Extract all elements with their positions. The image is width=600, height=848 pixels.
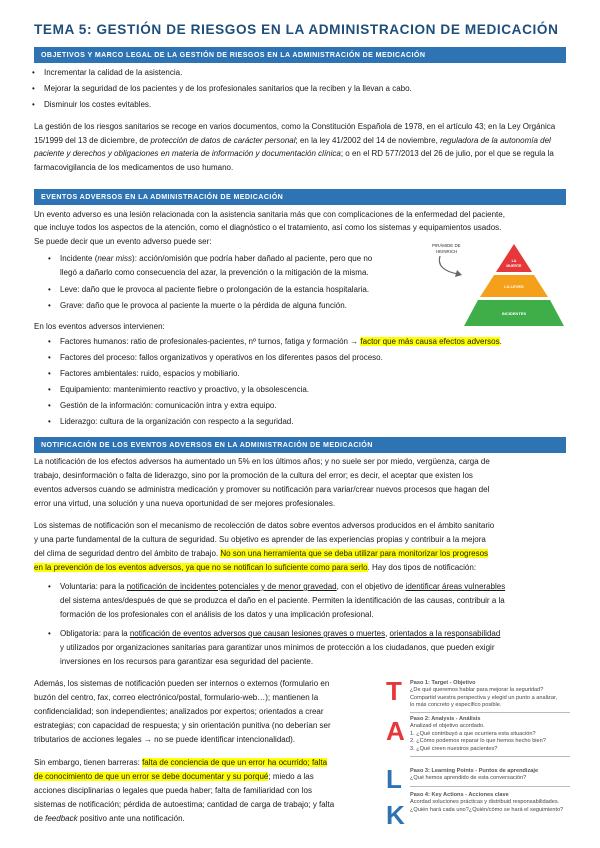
paragraph-line: trabajo, desinformación o falta de liderazgo, sino por la promoción de la cultura del error; es decir, el aceptar que existen los xyxy=(34,471,473,480)
paragraph-line: y una parte fundamental de la cultura de seguridad. Su objetivo es aprender de las experiencias propias y contribuir a la mejora xyxy=(34,535,486,544)
talk-step-4: Paso 4: Key Actions - Acciones clave Acordad soluciones prácticas y distribuid responsabilidades. ¿Quién hará cada uno?¿Quién/cómo se hará el seguimiento? xyxy=(410,792,564,813)
arrow-head-icon xyxy=(455,270,462,277)
paragraph-line: Los sistemas de notificación son el mecanismo de recolección de datos sobre eventos adversos producidos en el ámbito sanitario xyxy=(34,521,495,530)
paragraph-line: eventos adversos cuando se administra medicación y promover su notificación para variar/crear nuevos procesos que hagan del xyxy=(34,485,490,494)
talk-letter-k: K xyxy=(386,800,405,830)
paragraph-line: buzón del centro, fax, correo electrónico/postal, formulario-web…); mantienen la xyxy=(34,693,319,702)
section-header-eventos: EVENTOS ADVERSOS EN LA ADMINISTRACIÓN DE MEDICACIÓN xyxy=(34,189,566,205)
list-item: • Leve: daño que le provoca al paciente fiebre o prolongación de la estancia hospitalaria. xyxy=(48,285,370,294)
list-item: • Incrementar la calidad de la asistencia. xyxy=(32,68,183,77)
paragraph-line: estrategias; con capacidad de respuesta; y sin orientación punitiva (no deberían ser xyxy=(34,721,331,730)
pyramid-caption: PIRÁMIDE DE xyxy=(432,243,461,248)
list-item: • Voluntaria: para la notificación de incidentes potenciales y de menor gravedad, con el objetivo de identificar áreas vulnerables xyxy=(48,582,506,591)
paragraph-line: Sin embargo, tienen barreras: falta de conciencia de que un error ha ocurrido; falta xyxy=(34,758,328,767)
divider xyxy=(410,756,570,757)
list-item: • Factores humanos: ratio de profesionales-pacientes, nº turnos, fatiga y formación → factor que más causa efectos adversos. xyxy=(48,337,502,346)
intro-line: Un evento adverso es una lesión relacionada con la asistencia sanitaria más que con complicaciones de la enfermedad del paciente, xyxy=(34,210,505,219)
pyramid-label-top: LA xyxy=(511,259,517,263)
section-header-objetivos: OBJETIVOS Y MARCO LEGAL DE LA GESTIÓN DE RIESGOS EN LA ADMINISTRACIÓN DE MEDICACIÓN xyxy=(34,47,566,63)
divider xyxy=(410,786,570,787)
paragraph-line: error una virtud, una solución y una nueva oportunidad de ser mejores profesionales. xyxy=(34,499,336,508)
list-item-continued: inversiones en los recursos para garantizar esa seguridad del paciente. xyxy=(60,657,314,666)
list-item: • Liderazgo: cultura de la organización con respecto a la seguridad. xyxy=(48,417,294,426)
factors-intro: En los eventos adversos intervienen: xyxy=(34,322,165,331)
paragraph-line: Además, los sistemas de notificación pueden ser internos o externos (formulario en xyxy=(34,679,330,688)
pyramid-label-mid: LA LEVES xyxy=(504,284,524,289)
talk-framework-figure xyxy=(386,678,570,838)
list-item: • Mejorar la seguridad de los pacientes y de los profesionales sanitarios que la reciben y la llevan a cabo. xyxy=(32,84,412,93)
paragraph-line: acciones disciplinarias o legales que pueda haber; falta de familiaridad con los xyxy=(34,786,312,795)
list-item: • Incidente (near miss): acción/omisión que podría haber dañado al paciente, pero que no llegó a dañarlo como consecuencia del azar, la prevención o la mitigación de la misma. xyxy=(48,254,373,277)
talk-step-2: Paso 2: Analysis - Análisis Analizad el objetivo acordado. 1. ¿Qué contribuyó a que ocurriera esta situación? 2. ¿Cómo podemos reparar lo que hemos hecho bien? 3. ¿Qué creen nuestros pacientes? xyxy=(410,716,546,752)
paragraph-line: tributarios de acciones legales → no se puede identificar intencionalidad). xyxy=(34,735,296,744)
talk-step-3: Paso 3: Learning Points - Puntos de aprendizaje ¿Qué hemos aprendido de esta conversación? xyxy=(410,768,539,782)
list-item: • Factores del proceso: fallos organizativos y operativos en los diferentes pasos del proceso. xyxy=(48,353,383,362)
talk-letter-l: L xyxy=(386,764,402,794)
paragraph-line: La notificación de los efectos adversos ha aumentado un 5% en los últimos años; y no suele ser por miedo, vergüenza, carga de xyxy=(34,457,490,466)
pyramid-caption: HEINRICH xyxy=(436,249,458,254)
section-header-notificacion: NOTIFICACIÓN DE LOS EVENTOS ADVERSOS EN LA ADMINISTRACIÓN DE MEDICACIÓN xyxy=(34,437,566,453)
list-item: • Disminuir los costes evitables. xyxy=(32,100,152,109)
talk-letter-t: T xyxy=(386,676,402,706)
list-item: • Gestión de la información: comunicación intra y extra equipo. xyxy=(48,401,277,410)
paragraph-line: de feedback positivo ante una notificación. xyxy=(34,814,185,823)
paragraph-line: en la prevención de los eventos adversos, ya que no se notifican lo suficiente como para serlo. Hay dos tipos de notificación: xyxy=(34,563,477,572)
heinrich-pyramid xyxy=(430,240,564,330)
list-item-continued: del sistema antes/después de que se produzca el daño en el paciente. Permiten la identificación de las causas, contribuir a la xyxy=(60,596,505,605)
pyramid-label-top2: MUERTE xyxy=(506,264,522,268)
paragraph-line: sistemas de notificación; pérdida de autoestima; cantidad de carga de trabajo; y falta xyxy=(34,800,335,809)
intro-line: Se puede decir que un evento adverso puede ser: xyxy=(34,237,212,246)
paragraph-line: de conocimiento de que un error se debe documentar y su porqué; miedo a las xyxy=(34,772,314,781)
list-item: • Grave: daño que le provoca al paciente la muerte o la pérdida de alguna función. xyxy=(48,301,347,310)
list-item: • Equipamiento: mantenimiento reactivo y proactivo, y la obsolescencia. xyxy=(48,385,310,394)
list-item: • Obligatoria: para la notificación de eventos adversos que causan lesiones graves o muertes, orientados a la responsabilidad xyxy=(48,629,501,638)
talk-step-1: Paso 1: Target - Objetivo ¿De qué queremos hablar para mejorar la seguridad? Compartid vuestra perspectiva y elegid un punto a analizar, lo más concreto y específico posible. xyxy=(410,680,558,709)
page-title: TEMA 5: GESTIÓN DE RIESGOS EN LA ADMINISTRACION DE MEDICACIÓN xyxy=(34,22,559,37)
talk-letter-a: A xyxy=(386,716,405,746)
paragraph-line: del clima de seguridad dentro del ámbito de trabajo. No son una herramienta que se deba utilizar para monitorizar los progresos xyxy=(34,549,489,558)
divider xyxy=(410,712,570,713)
intro-line: que incluye todos los aspectos de la atención, como el diagnóstico o el tratamiento, así como los sistemas y equipamientos usados. xyxy=(34,223,502,232)
list-item: • Factores ambientales: ruido, espacios y mobiliario. xyxy=(48,369,240,378)
list-item-continued: formación de los profesionales con el análisis de los datos y una implicación profesional. xyxy=(60,610,374,619)
paragraph-line: confidencialidad; son independientes; analizados por expertos; orientados a crear xyxy=(34,707,324,716)
arrow-icon xyxy=(439,256,458,274)
legal-paragraph: La gestión de los riesgos sanitarios se recoge en varios documentos, como la Constitución Española de 1978, en el artículo 43; en la Ley Orgánica 15/1999 del 13 de diciembre, de protección de datos de carácter personal; en la ley 41/2002 del 14 de noviembre, reguladora de la autonomía del paciente y derechos y obligaciones en materia de información y documentación clínica; o en el RD 577/2013 del 26 de julio, por el que se regula la farmacovigilancia de los medicamentos de uso humano. xyxy=(34,122,556,172)
pyramid-label-base: INCIDENTES xyxy=(501,311,527,316)
list-item-continued: y utilizados por organizaciones sanitarias para garantizar unos mínimos de protección a los ciudadanos, que pueden exigir xyxy=(60,643,495,652)
